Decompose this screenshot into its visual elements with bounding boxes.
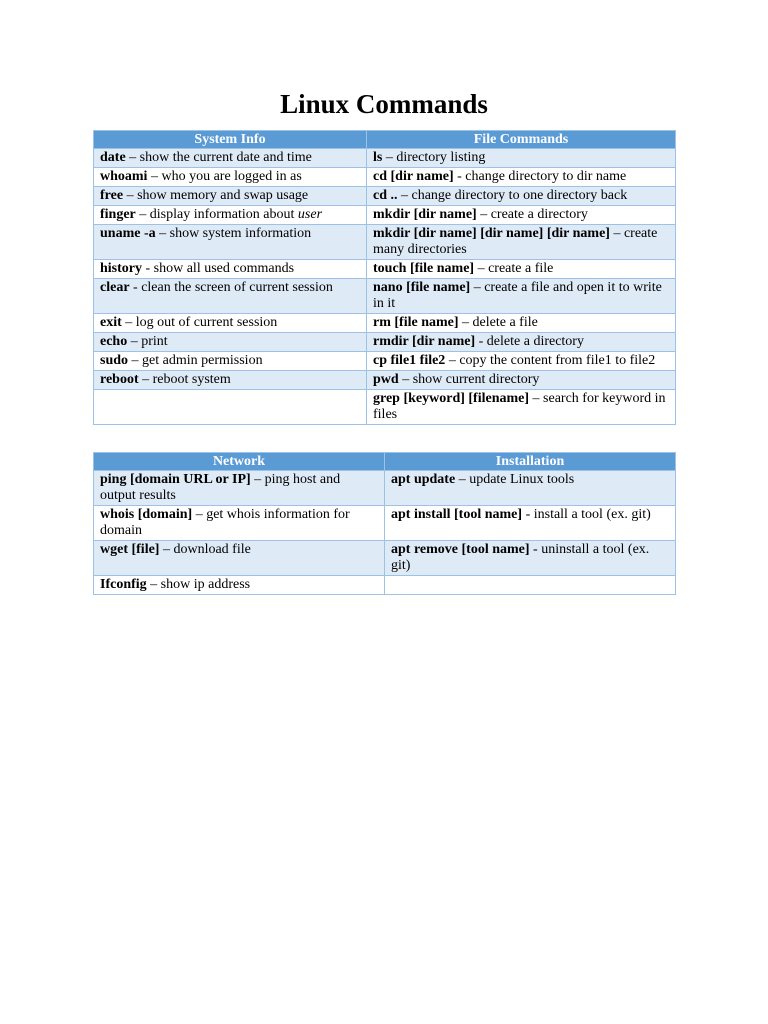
command-name: rmdir [dir name] xyxy=(373,334,476,349)
command-name: reboot xyxy=(100,372,139,387)
command-description: - change directory to dir name xyxy=(453,169,627,184)
command-description: – delete a file xyxy=(458,315,538,330)
header-file-commands: File Commands xyxy=(367,131,676,149)
command-description: – ping host and output results xyxy=(100,472,341,503)
table-row xyxy=(94,471,676,506)
command-name: uname -a xyxy=(100,226,156,241)
table-cell xyxy=(367,168,676,187)
table-cell xyxy=(367,390,676,425)
command-description: – show memory and swap usage xyxy=(123,188,309,203)
table-cell xyxy=(94,225,367,260)
command-description: – show ip address xyxy=(146,577,251,592)
header-network: Network xyxy=(94,453,385,471)
command-name: ping [domain URL or IP] xyxy=(100,472,251,487)
command-name: mkdir [dir name] [dir name] [dir name] xyxy=(373,226,610,241)
command-name: cd [dir name] xyxy=(373,169,454,184)
command-description: – search for keyword in files xyxy=(373,391,666,422)
command-name: whoami xyxy=(100,169,148,184)
table-cell xyxy=(367,371,676,390)
table-cell xyxy=(94,314,367,333)
header-system-info: System Info xyxy=(94,131,367,149)
table-cell xyxy=(367,279,676,314)
command-description: – print xyxy=(127,334,168,349)
command-description: – create a directory xyxy=(476,207,588,222)
command-name: apt remove [tool name] xyxy=(391,542,530,557)
table2-body xyxy=(94,471,676,595)
command-description: – create many directories xyxy=(373,226,658,257)
command-name: nano [file name] xyxy=(373,280,471,295)
command-name: whois [domain] xyxy=(100,507,193,522)
table-row xyxy=(94,541,676,576)
table-row xyxy=(94,314,676,333)
table-row xyxy=(94,149,676,168)
command-name: apt update xyxy=(391,472,456,487)
table-cell xyxy=(94,260,367,279)
command-description: – download file xyxy=(159,542,251,557)
table-cell xyxy=(94,333,367,352)
table-cell xyxy=(94,149,367,168)
command-name: ls xyxy=(373,150,383,165)
table-cell xyxy=(94,471,385,506)
command-name: free xyxy=(100,188,124,203)
command-name: apt install [tool name] xyxy=(391,507,523,522)
page-title: Linux Commands xyxy=(280,89,488,119)
system-file-commands-table xyxy=(93,130,676,425)
command-description: – copy the content from file1 to file2 xyxy=(445,353,656,368)
table-cell xyxy=(94,279,367,314)
table-cell xyxy=(94,576,385,595)
table-cell xyxy=(94,371,367,390)
table-cell xyxy=(367,352,676,371)
command-description: – directory listing xyxy=(382,150,486,165)
command-description: – show system information xyxy=(155,226,312,241)
command-name: date xyxy=(100,150,126,165)
command-description: – get admin permission xyxy=(128,353,263,368)
command-description: – update Linux tools xyxy=(455,472,575,487)
command-name: cd .. xyxy=(373,188,398,203)
command-name: cp file1 file2 xyxy=(373,353,446,368)
table-row xyxy=(94,260,676,279)
command-name: history xyxy=(100,261,142,276)
table-cell xyxy=(94,541,385,576)
table-cell xyxy=(367,187,676,206)
table-row xyxy=(94,187,676,206)
table-row xyxy=(94,576,676,595)
table-cell xyxy=(367,333,676,352)
table-cell xyxy=(367,149,676,168)
table-cell xyxy=(385,576,676,595)
command-name: exit xyxy=(100,315,122,330)
table-cell xyxy=(367,206,676,225)
table-cell xyxy=(94,187,367,206)
command-name: grep [keyword] [filename] xyxy=(373,391,530,406)
table-cell xyxy=(367,260,676,279)
command-description: – log out of current session xyxy=(121,315,278,330)
command-description: – get whois information for domain xyxy=(100,507,350,538)
command-description: - clean the screen of current session xyxy=(129,280,333,295)
command-description: - install a tool (ex. git) xyxy=(522,507,651,522)
command-name: pwd xyxy=(373,372,399,387)
command-description: – who you are logged in as xyxy=(147,169,302,184)
command-description: – reboot system xyxy=(138,372,231,387)
command-description: – show current directory xyxy=(398,372,540,387)
table-row xyxy=(94,225,676,260)
table-row xyxy=(94,352,676,371)
table-row xyxy=(94,371,676,390)
command-name: sudo xyxy=(100,353,129,368)
command-name: rm [file name] xyxy=(373,315,459,330)
command-name: touch [file name] xyxy=(373,261,475,276)
command-name: clear xyxy=(100,280,130,295)
command-description: – create a file xyxy=(474,261,554,276)
header-installation: Installation xyxy=(385,453,676,471)
table-row xyxy=(94,168,676,187)
command-name: finger xyxy=(100,207,136,222)
table-cell xyxy=(367,225,676,260)
table-row xyxy=(94,390,676,425)
table-header-row xyxy=(94,131,676,149)
command-description: – create a file and open it to write in it xyxy=(373,280,662,311)
table-cell xyxy=(94,352,367,371)
table-cell xyxy=(385,541,676,576)
command-name: Ifconfig xyxy=(100,577,147,592)
command-name: echo xyxy=(100,334,128,349)
table1-body xyxy=(94,149,676,425)
command-description: - show all used commands xyxy=(142,261,295,276)
command-description-emphasis: user xyxy=(297,207,323,222)
table-cell xyxy=(367,314,676,333)
command-name: wget [file] xyxy=(100,542,160,557)
table-header-row xyxy=(94,453,676,471)
command-description: - delete a directory xyxy=(475,334,584,349)
command-description: – show the current date and time xyxy=(125,150,312,165)
table-row xyxy=(94,279,676,314)
table-row xyxy=(94,333,676,352)
command-description: – display information about xyxy=(135,207,298,222)
network-installation-table xyxy=(93,452,676,595)
command-description: – change directory to one directory back xyxy=(397,188,628,203)
command-description: - uninstall a tool (ex. git) xyxy=(391,542,650,573)
table-cell xyxy=(94,206,367,225)
table-cell xyxy=(94,390,367,425)
table-cell xyxy=(94,506,385,541)
table-row xyxy=(94,206,676,225)
table-cell xyxy=(385,471,676,506)
table-cell xyxy=(94,168,367,187)
table-cell xyxy=(385,506,676,541)
command-name: mkdir [dir name] xyxy=(373,207,477,222)
table-row xyxy=(94,506,676,541)
